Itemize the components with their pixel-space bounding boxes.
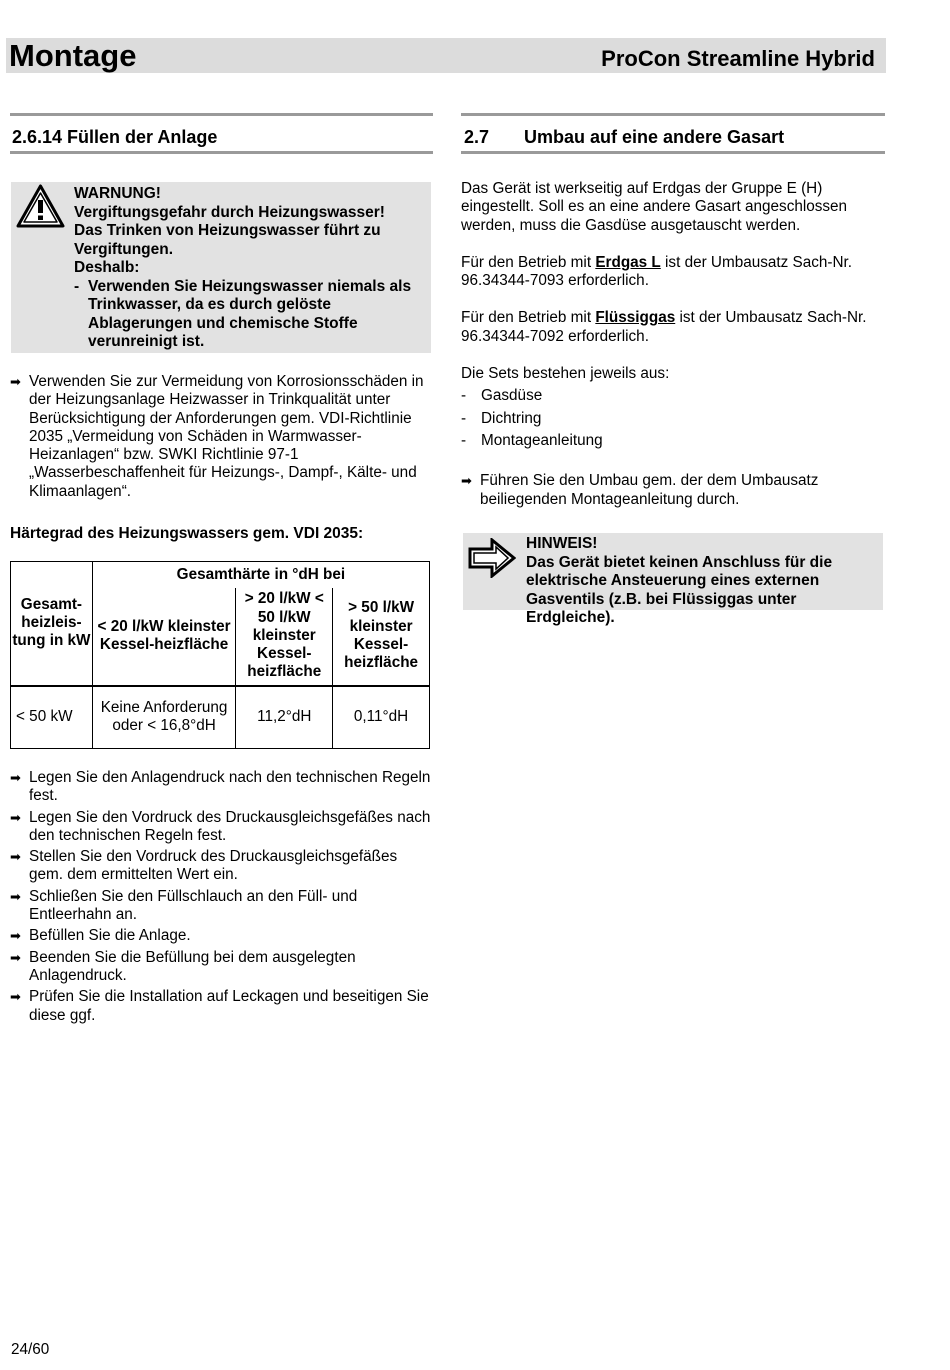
list-item-text: Führen Sie den Umbau gem. der dem Umbausatz beiliegenden Montageanleitung durch.	[480, 472, 819, 508]
gas-type-erdgas-l: Erdgas L	[595, 253, 661, 271]
warning-text	[74, 185, 429, 352]
table-header-group: Gesamthärte in °dH bei	[92, 562, 429, 588]
warning-title: WARNUNG!	[74, 185, 161, 202]
list-item-text: Dichtring	[481, 409, 542, 427]
paragraph	[461, 309, 881, 346]
list-item-text: Prüfen Sie die Installation auf Leckagen und beseitigen Sie diese ggf.	[29, 988, 429, 1024]
list-item-text: Montageanleitung	[481, 431, 603, 449]
chapter-title: Montage	[9, 38, 137, 73]
page-number: 24/60	[11, 1341, 50, 1358]
list-item: - Dichtring	[461, 409, 542, 427]
page-header	[6, 38, 886, 73]
list-item-text: Legen Sie den Vordruck des Druckausgleichsgefäßes nach den technischen Regeln fest.	[29, 808, 431, 844]
section-number: 2.7	[464, 127, 490, 147]
hint-box	[463, 533, 883, 626]
product-name: ProCon Streamline Hybrid	[601, 46, 875, 71]
list-item-text: Befüllen Sie die Anlage.	[29, 927, 191, 945]
section-title: Umbau auf eine andere Gasart	[524, 127, 785, 147]
paragraph: Das Gerät ist werkseitig auf Erdgas der Gruppe E (H) eingestellt. Soll es an eine andere Gasart angeschlossen werden, muss die Gasdüse ausgetauscht werden.	[461, 180, 848, 234]
list-item: - Gasdüse	[461, 387, 543, 405]
arrow-bullet-icon: ➡	[10, 888, 21, 904]
arrow-bullet-icon: ➡	[10, 989, 21, 1005]
table-header-cell: > 50 l/kW kleinster Kessel-heizfläche	[333, 588, 430, 686]
list-item: - Montageanleitung	[461, 431, 603, 449]
list-item-text: Schließen Sie den Füllschlauch an den Füll- und Entleerhahn an.	[29, 887, 358, 924]
water-quality-instruction	[10, 373, 432, 501]
text-span: ist der Umbausatz Sach-Nr. 96.34344-7092 erforderlich.	[461, 309, 867, 345]
list-item	[10, 949, 432, 986]
hint-body: Das Gerät bietet keinen Anschluss für die elektrische Ansteuerung eines externen Gasventils (z.B. bei Flüssiggas unter Erdgleiche).	[526, 553, 833, 626]
list-item	[10, 888, 432, 925]
paragraph	[461, 254, 881, 291]
table-cell: 11,2°dH	[236, 686, 333, 749]
warning-line: Das Trinken von Heizungswasser führt zu Vergiftungen.	[74, 222, 381, 258]
list-item-text: Legen Sie den Anlagendruck nach den technischen Regeln fest.	[29, 769, 431, 805]
arrow-bullet-icon: ➡	[10, 374, 21, 389]
table-cell: Keine Anforderung oder < 16,8°dH	[92, 686, 236, 749]
arrow-bullet-icon: ➡	[10, 949, 21, 965]
section-title: 2.6.14 Füllen der Anlage	[12, 127, 218, 147]
warning-box	[11, 182, 431, 353]
arrow-bullet-icon: ➡	[10, 770, 21, 785]
text-span: ist der Umbausatz Sach-Nr. 96.34344-7093 erforderlich.	[461, 253, 853, 290]
table-cell: < 50 kW	[11, 686, 93, 749]
section-heading-gas-conversion	[461, 113, 885, 154]
filling-steps-list	[10, 769, 432, 1025]
warning-line: Vergiftungsgefahr durch Heizungswasser!	[74, 203, 385, 221]
list-item	[10, 988, 432, 1025]
arrow-bullet-icon: ➡	[10, 928, 21, 944]
list-item	[461, 472, 881, 509]
list-item	[10, 809, 432, 846]
table-header-cell: Gesamt-heizleis-tung in kW	[11, 562, 93, 686]
table-title: Härtegrad des Heizungswassers gem. VDI 2035:	[10, 525, 364, 542]
hint-title: HINWEIS!	[526, 535, 598, 552]
list-item-text: Stellen Sie den Vordruck des Druckausgleichsgefäßes gem. dem ermittelten Wert ein.	[29, 848, 398, 884]
arrow-bullet-icon: ➡	[10, 849, 21, 865]
arrow-right-icon	[468, 538, 516, 578]
table-header-cell: < 20 l/kW kleinster Kessel-heizfläche	[92, 588, 236, 686]
list-item	[10, 373, 432, 501]
text-span: Für den Betrieb mit	[461, 253, 596, 271]
table-cell: 0,11°dH	[333, 686, 430, 749]
list-item-text: Beenden Sie die Befüllung bei dem ausgelegten Anlagendruck.	[29, 948, 356, 984]
gas-type-fluessiggas: Flüssiggas	[595, 309, 676, 327]
warning-list-item: - Verwenden Sie Heizungswasser niemals als Trinkwasser, da es durch gelöste Ablagerungen und chemische Stoffe verunreinigt ist.	[74, 277, 412, 350]
warning-item-text: Verwenden Sie Heizungswasser niemals als Trinkwasser, da es durch gelöste Ablagerungen und chemische Stoffe verunreinigt ist.	[88, 277, 412, 350]
section-heading-filling	[10, 113, 433, 154]
paragraph: Die Sets bestehen jeweils aus:	[461, 365, 670, 383]
text-span: Für den Betrieb mit	[461, 309, 596, 327]
hardness-table	[10, 561, 430, 749]
list-item	[10, 848, 432, 885]
list-item-text: Verwenden Sie zur Vermeidung von Korrosionsschäden in der Heizungsanlage Heizwasser in Trinkqualität unter Berücksichtigung der Anforderungen gem. VDI-Richtlinie 2035 „Vermeidung von Schäden in Warmwasser-Heizanlagen“ bzw. SWKI Richtlinie 97-1 „Wasserbeschaffenheit für Heizungs-, Dampf-, Kälte- und Klimaanlagen“.	[29, 373, 424, 500]
list-item	[10, 927, 432, 945]
warning-triangle-icon	[16, 184, 65, 228]
list-item-text: Gasdüse	[481, 387, 543, 405]
arrow-bullet-icon: ➡	[10, 809, 21, 825]
list-item	[10, 769, 432, 806]
hint-text	[526, 535, 881, 628]
arrow-bullet-icon: ➡	[461, 473, 472, 489]
warning-line: Deshalb:	[74, 259, 140, 276]
gas-conversion-text	[461, 180, 881, 509]
table-header-cell: > 20 l/kW < 50 l/kW kleinster Kessel-heizfläche	[236, 588, 333, 686]
